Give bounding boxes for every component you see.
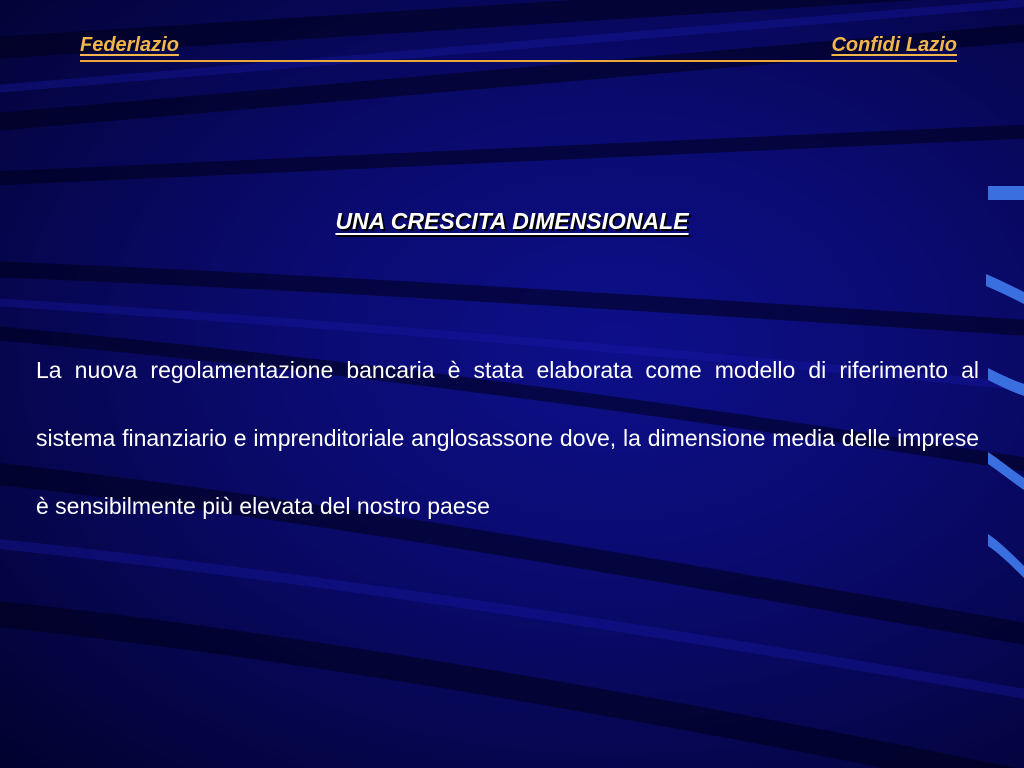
- header-left-text: Federlazio: [80, 34, 179, 56]
- header-right-text: Confidi Lazio: [831, 34, 957, 56]
- slide-body-text: La nuova regolamentazione bancaria è stata elaborata come modello di riferimento al sistema finanziario e imprenditoriale anglosassone dove, la dimensione media delle imprese è sensibilmente più elevata del nostro paese: [36, 357, 979, 519]
- slide-title: UNA CRESCITA DIMENSIONALE: [335, 208, 689, 234]
- slide-header: [80, 34, 957, 62]
